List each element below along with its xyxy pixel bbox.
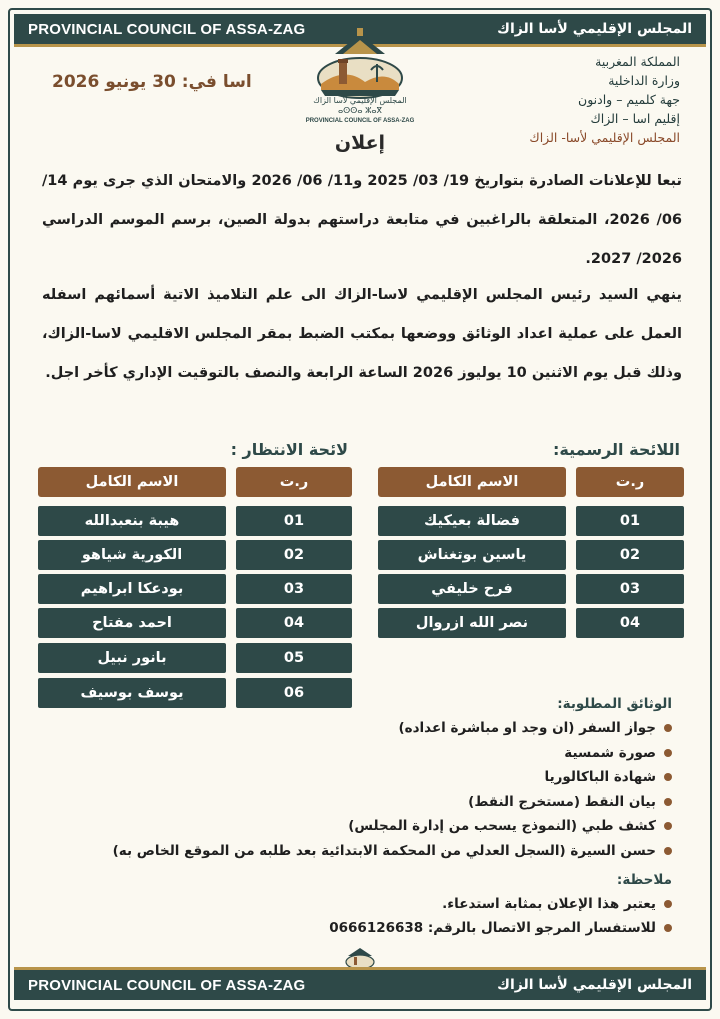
waiting-col-number-header: ر.ت	[236, 467, 352, 497]
waiting-row-name: احمد مفتاح	[38, 608, 226, 638]
logo-arabic-text: المجلس الإقليمي لأسا الزاك	[313, 96, 407, 105]
list-item	[329, 916, 672, 940]
waiting-row-number: 02	[236, 540, 352, 570]
org-line-council: المجلس الإقليمي لأسا- الزاك	[529, 130, 680, 145]
note-item-contact: للاستفسار المرجو الاتصال بالرقم: 0666126638	[329, 920, 656, 936]
waiting-row-number: 04	[236, 608, 352, 638]
org-line-province: إقليم اسا – الزاك	[590, 111, 680, 126]
list-item	[113, 716, 672, 741]
official-row-number: 04	[576, 608, 684, 638]
official-row-number: 02	[576, 540, 684, 570]
logo-tifinagh-text: ⴰⵙⵙⴰ ⵣⴰⴳ	[337, 106, 383, 115]
list-item	[113, 839, 672, 864]
official-col-name-header: الاسم الكامل	[378, 467, 566, 497]
org-line-region: جهة كلميم – وادنون	[578, 92, 680, 107]
waiting-list-title: لائحة الانتظار :	[230, 440, 348, 459]
announcement-title: إعلان	[334, 132, 386, 154]
waiting-row-number: 01	[236, 506, 352, 536]
document-item-text: حسن السيرة (السجل العدلي من المحكمة الابتدائية بعد طلبه من الموقع الخاص به)	[112, 842, 656, 859]
required-documents-list	[113, 716, 672, 863]
bullet-icon	[664, 798, 672, 806]
list-item	[113, 790, 672, 815]
bullet-icon	[664, 900, 672, 908]
document-item-text: كشف طبي (النموذج يسحب من إدارة المجلس)	[348, 818, 656, 835]
official-row-name: نصر الله ازروال	[378, 608, 566, 638]
waiting-row-name: بانور نبيل	[38, 643, 226, 673]
waiting-row-name: يوسف بوسيف	[38, 678, 226, 708]
header-arabic-title: المجلس الإقليمي لأسا الزاك	[497, 21, 692, 37]
list-item	[113, 765, 672, 790]
waiting-row-number: 03	[236, 574, 352, 604]
footer-english-title: PROVINCIAL COUNCIL OF ASSA-ZAG	[28, 976, 306, 994]
footer-bar	[14, 970, 706, 1000]
document-item-text: شهادة الباكالوريا	[544, 769, 656, 786]
header-english-title: PROVINCIAL COUNCIL OF ASSA-ZAG	[28, 20, 306, 38]
bullet-icon	[664, 749, 672, 757]
official-col-number-header: ر.ت	[576, 467, 684, 497]
org-line-ministry: وزارة الداخلية	[608, 73, 680, 88]
document-item-text: جواز السفر (ان وجد او مباشرة اعداده)	[398, 720, 656, 737]
note-item-text: يعتبر هذا الإعلان بمثابة استدعاء.	[442, 896, 656, 912]
required-documents-title: الوثائق المطلوبة:	[557, 696, 672, 712]
note-title: ملاحظة:	[616, 872, 672, 888]
note-list	[329, 892, 672, 940]
logo-english-text: PROVINCIAL COUNCIL OF ASSA-ZAG	[305, 118, 415, 124]
footer-arabic-title: المجلس الإقليمي لأسا الزاك	[497, 977, 692, 993]
waiting-row-number: 05	[236, 643, 352, 673]
waiting-col-name-header: الاسم الكامل	[38, 467, 226, 497]
announcement-paragraph-1: تبعا للإعلانات الصادرة بتواريخ 19/ 03/ 2025 و11/ 06/ 2026 والامتحان الذي جرى يوم 14/ 06/ 2026، المتعلقة بالراغبين في متابعة دراستهم بدولة الصين، برسم الموسم الدراسي 2026/ 2027.	[42, 173, 682, 267]
waiting-row-name: هيبة بنعبدالله	[38, 506, 226, 536]
waiting-row-name: الكورية شياهو	[38, 540, 226, 570]
official-row-name: فضالة بعيكيك	[378, 506, 566, 536]
logo-caption	[292, 96, 428, 126]
bullet-icon	[664, 822, 672, 830]
org-line-kingdom: المملكة المغربية	[595, 54, 680, 69]
list-item	[329, 892, 672, 916]
waiting-row-number: 06	[236, 678, 352, 708]
bullet-icon	[664, 924, 672, 932]
official-row-name: فرح خليفي	[378, 574, 566, 604]
note-section	[329, 872, 672, 940]
official-row-number: 03	[576, 574, 684, 604]
official-list-title: اللائحة الرسمية:	[553, 440, 680, 459]
announcement-paragraph-2: ينهي السيد رئيس المجلس الإقليمي لاسا-الزاك الى علم التلاميذ الاتية أسمائهم اسفله العمل على عملية اعداد الوثائق ووضعها بمكتب الضبط بمقر المجلس الاقليمي لاسا-الزاك، وذلك قبل يوم الاثنين 10 يوليوز 2026 الساعة الرابعة والنصف بالتوقيت الإداري كأخر اجل.	[42, 287, 682, 381]
bullet-icon	[664, 773, 672, 781]
document-item-text: بيان النقط (مستخرج النقط)	[468, 793, 656, 810]
bullet-icon	[664, 724, 672, 732]
required-documents	[113, 696, 672, 863]
waiting-row-name: بودعكا ابراهيم	[38, 574, 226, 604]
list-item	[113, 741, 672, 766]
bullet-icon	[664, 847, 672, 855]
official-row-name: ياسين بوتغناش	[378, 540, 566, 570]
document-item-text: صورة شمسية	[564, 744, 656, 761]
official-row-number: 01	[576, 506, 684, 536]
list-item	[113, 814, 672, 839]
issue-date: اسا في: 30 يونيو 2026	[52, 72, 252, 92]
